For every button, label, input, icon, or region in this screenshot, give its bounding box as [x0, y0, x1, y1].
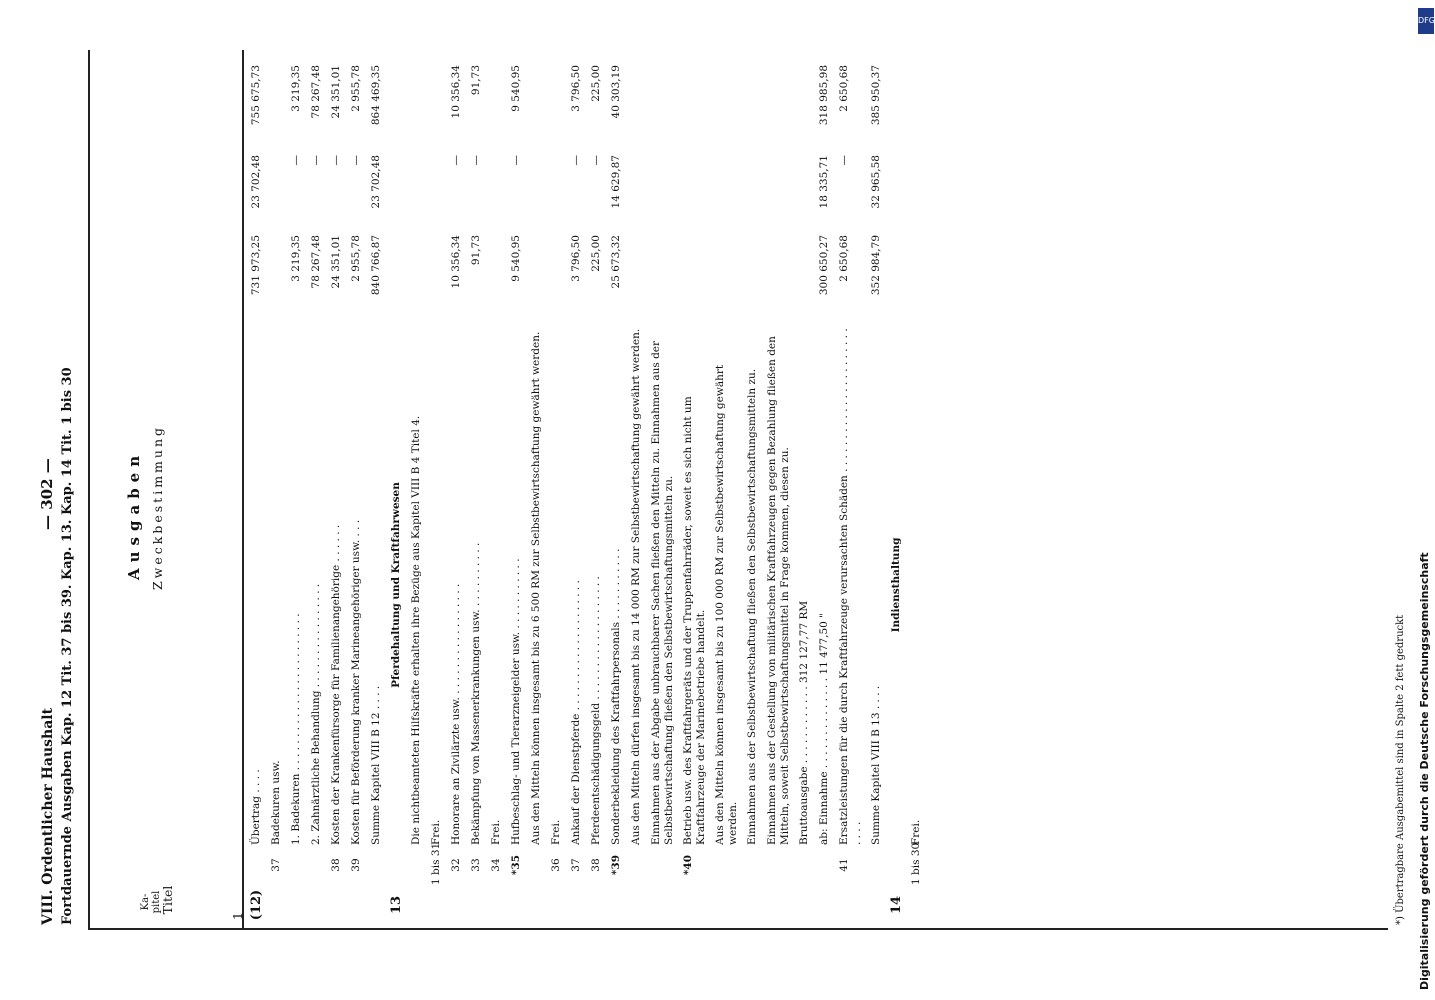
cell-rest: — — [310, 155, 322, 166]
footnote: *) Übertragbare Ausgabemittel sind in Spalte 2 fett gedruckt — [1395, 614, 1406, 925]
table-row — [838, 55, 864, 925]
cell-summe: 755 675,73 — [250, 65, 262, 126]
cell-ausg: 300 650,27 — [818, 235, 830, 296]
cell-text: 2. Zahnärztliche Behandlung . . . . . . . . . . . . . . . . — [310, 583, 322, 845]
col-header-titel: Titel — [160, 885, 175, 915]
cell-summe: 78 267,48 — [310, 65, 322, 119]
cell-summe: 2 650,68 — [838, 65, 850, 112]
rows-container — [250, 55, 930, 925]
cell-ausg: 225,00 — [590, 235, 602, 272]
cell-summe: 24 351,01 — [330, 65, 342, 119]
cell-rest: — — [570, 155, 582, 166]
table-row — [650, 55, 676, 925]
table-row — [310, 55, 324, 925]
cell-kap: (12) — [249, 889, 264, 921]
table-row — [510, 55, 524, 925]
cell-text: Einnahmen aus der Selbstbewirtschaftung fließen den Selbstbewirtschaftungsmitteln zu. — [746, 368, 758, 845]
page-subtitle: Fortdauernde Ausgaben Kap. 12 Tit. 37 bis 39. Kap. 13. Kap. 14 Tit. 1 bis 30 — [60, 367, 75, 925]
cell-text: Pferdehaltung und Kraftfahrwesen — [390, 482, 402, 688]
section-heading: VIII. Ordentlicher Haushalt — [40, 707, 56, 925]
table-row — [766, 55, 792, 925]
cell-titel: 38 — [330, 858, 342, 872]
cell-titel: 37 — [570, 858, 582, 872]
cell-rest: — — [510, 155, 522, 166]
cell-text: Frei. — [910, 819, 922, 845]
cell-ausg: 840 766,87 — [370, 235, 382, 296]
table-row — [870, 55, 884, 925]
col-header-ausgaben: Ausgaben — [125, 449, 143, 580]
cell-text: Summe Kapitel VIII B 12 . . . . — [370, 685, 382, 845]
table-row — [430, 55, 444, 925]
table-row — [630, 55, 644, 925]
cell-summe: 3 219,35 — [290, 65, 302, 112]
cell-summe: 10 356,34 — [450, 65, 462, 119]
cell-rest: 18 335,71 — [818, 155, 830, 209]
table-row — [746, 55, 760, 925]
cell-summe: 385 950,37 — [870, 65, 882, 126]
cell-text: Einnahmen aus der Gestellung von militärischen Kraftfahrzeugen gegen Bezahlung fließen den Mitteln, soweit Selbstbewirtschaftungsmittel in Frage kommen, diesen zu. — [766, 336, 791, 845]
cell-summe: 3 796,50 — [570, 65, 582, 112]
cell-rest: — — [450, 155, 462, 166]
cell-rest: — — [350, 155, 362, 166]
cell-text: Aus den Mitteln dürfen insgesamt bis zu 14 000 RM zur Selbstbewirtschaftung gewährt werden. — [630, 328, 642, 845]
table-row — [890, 55, 904, 925]
cell-rest: — — [470, 155, 482, 166]
cell-text: Kosten für Beförderung kranker Marineangehöriger usw. . . . — [350, 519, 362, 845]
cell-text: Sonderbekleidung des Kraftfahrpersonals . . . . . . . . . . . — [610, 548, 622, 845]
cell-text: Ankauf der Dienstpferde . . . . . . . . . . . . . . . . . . . . — [570, 580, 582, 845]
ledger-rows — [250, 55, 924, 925]
cell-summe: 40 303,19 — [610, 65, 622, 119]
cell-text: 1. Badekuren . . . . . . . . . . . . . . . . . . . . . . . . — [290, 613, 302, 845]
table-row — [390, 55, 404, 925]
cell-titel: 33 — [470, 858, 482, 872]
cell-ausg: 25 673,32 — [610, 235, 622, 289]
cell-text: Ersatzleistungen für die durch Kraftfahrzeuge verursachten Schäden . . . . . . . . . . . . . . . . . . . . . . . . . . — [838, 328, 863, 845]
cell-titel: 32 — [450, 858, 462, 872]
col-header-kapitel: Ka- pitel — [140, 890, 162, 914]
cell-text: Honorare an Zivilärzte usw. . . . . . . . . . . . . . . . . . — [450, 583, 462, 845]
cell-text: Betrieb usw. des Kraftfahrgeräts und der Truppenfahrräder, soweit es sich nicht um Kraftfahrzeuge der Marinebetriebe handelt. — [682, 396, 707, 845]
table-row — [610, 55, 624, 925]
cell-kap: 14 — [889, 895, 904, 915]
cell-summe: 225,00 — [590, 65, 602, 102]
cell-titel: 41 — [838, 858, 850, 872]
cell-text: Badekuren usw. — [270, 760, 282, 845]
cell-text: Kosten der Krankenfürsorge für Familienangehörige . . . . . . — [330, 524, 342, 845]
cell-ausg: 2 650,68 — [838, 235, 850, 282]
table-row — [250, 55, 264, 925]
cell-rest: 14 629,87 — [610, 155, 622, 209]
table-row — [450, 55, 464, 925]
cell-text: Indiensthaltung — [890, 537, 902, 633]
table-row — [370, 55, 384, 925]
cell-ausg: 731 973,25 — [250, 235, 262, 296]
dfg-margin-note: Digitalisierung gefördert durch die Deutsche Forschungsgemeinschaft — [1418, 552, 1431, 990]
cell-text: Summe Kapitel VIII B 13 . . . . — [870, 685, 882, 845]
cell-ausg: 91,73 — [470, 235, 482, 266]
cell-text: Einnahmen aus der Abgabe unbrauchbarer Sachen fließen den Mitteln zu. Einnahmen aus der Selbstbewirtschaftung fließen den Selbstbewirtschaftungsmitteln zu. — [650, 340, 675, 845]
cell-text: Frei. — [550, 819, 562, 845]
cell-titel: 34 — [490, 858, 502, 872]
table-row — [714, 55, 740, 925]
cell-summe: 864 469,35 — [370, 65, 382, 126]
table-row — [490, 55, 504, 925]
cell-text: Aus den Mitteln können insgesamt bis zu 6 500 RM zur Selbstbewirtschaftung gewährt werden. — [530, 331, 542, 845]
cell-titel: 1 bis 31 — [430, 842, 442, 885]
cell-text: Frei. — [490, 819, 502, 845]
cell-rest: — — [290, 155, 302, 166]
table-header-rule — [242, 50, 244, 930]
cell-rest: — — [330, 155, 342, 166]
cell-text: Pferdeentschädigungsgeld . . . . . . . . . . . . . . . . . . . — [590, 576, 602, 845]
cell-ausg: 9 540,95 — [510, 235, 522, 282]
cell-titel: *39 — [610, 854, 622, 876]
cell-ausg: 10 356,34 — [450, 235, 462, 289]
cell-text: Übertrag . . . . — [250, 769, 262, 845]
cell-ausg: 2 955,78 — [350, 235, 362, 282]
table-row — [798, 55, 812, 925]
dfg-logo-text: DFG — [1418, 16, 1435, 25]
page-number: — 302 — — [38, 458, 56, 530]
cell-titel: 36 — [550, 858, 562, 872]
cell-ausg: 24 351,01 — [330, 235, 342, 289]
table-row — [330, 55, 344, 925]
cell-text: Frei. — [430, 819, 442, 845]
cell-titel: 1 bis 30 — [910, 842, 922, 885]
cell-titel: 37 — [270, 858, 282, 872]
cell-rest: 32 965,58 — [870, 155, 882, 209]
col-header-zweck: Zweckbestimmung — [150, 424, 165, 590]
table-row — [910, 55, 924, 925]
cell-text: Die nichtbeamteten Hilfskräfte erhalten ihre Bezüge aus Kapitel VIII B 4 Titel 4. — [410, 415, 422, 845]
cell-kap: 13 — [389, 895, 404, 915]
cell-ausg: 78 267,48 — [310, 235, 322, 289]
table-row — [590, 55, 604, 925]
cell-ausg: 352 984,79 — [870, 235, 882, 296]
dfg-logo — [1418, 8, 1434, 34]
cell-text: Aus den Mitteln können insgesamt bis zu 100 000 RM zur Selbstbewirtschaftung gewährt werden. — [714, 364, 739, 845]
table-row — [550, 55, 564, 925]
cell-ausg: 3 796,50 — [570, 235, 582, 282]
cell-titel: *35 — [510, 854, 522, 876]
cell-rest: — — [590, 155, 602, 166]
cell-text: Bekämpfung von Massenerkrankungen usw. . . . . . . . . . . — [470, 542, 482, 845]
table-row — [270, 55, 284, 925]
cell-titel: *40 — [682, 854, 694, 876]
cell-rest: 23 702,48 — [250, 155, 262, 209]
table-row — [570, 55, 584, 925]
cell-text: Bruttoausgabe . . . . . . . . . . . . 312 127,77 RM — [798, 600, 810, 845]
col-num-1: 1 — [230, 912, 245, 920]
table-top-rule — [88, 50, 90, 930]
table-row — [410, 55, 424, 925]
cell-text: ab: Einnahme . . . . . . . . . . . . . . 11 477,50 " — [818, 613, 830, 845]
table-row — [818, 55, 832, 925]
cell-titel: 38 — [590, 858, 602, 872]
cell-ausg: 3 219,35 — [290, 235, 302, 282]
cell-rest: 23 702,48 — [370, 155, 382, 209]
cell-summe: 91,73 — [470, 65, 482, 96]
cell-summe: 9 540,95 — [510, 65, 522, 112]
cell-titel: 39 — [350, 858, 362, 872]
table-row — [470, 55, 484, 925]
table-row — [350, 55, 364, 925]
cell-rest: — — [838, 155, 850, 166]
table-row — [682, 55, 708, 925]
cell-summe: 318 985,98 — [818, 65, 830, 126]
table-row — [290, 55, 304, 925]
cell-summe: 2 955,78 — [350, 65, 362, 112]
cell-text: Hufbeschlag- und Tierarzneigelder usw. . . . . . . . . . . . — [510, 558, 522, 845]
table-row — [530, 55, 544, 925]
